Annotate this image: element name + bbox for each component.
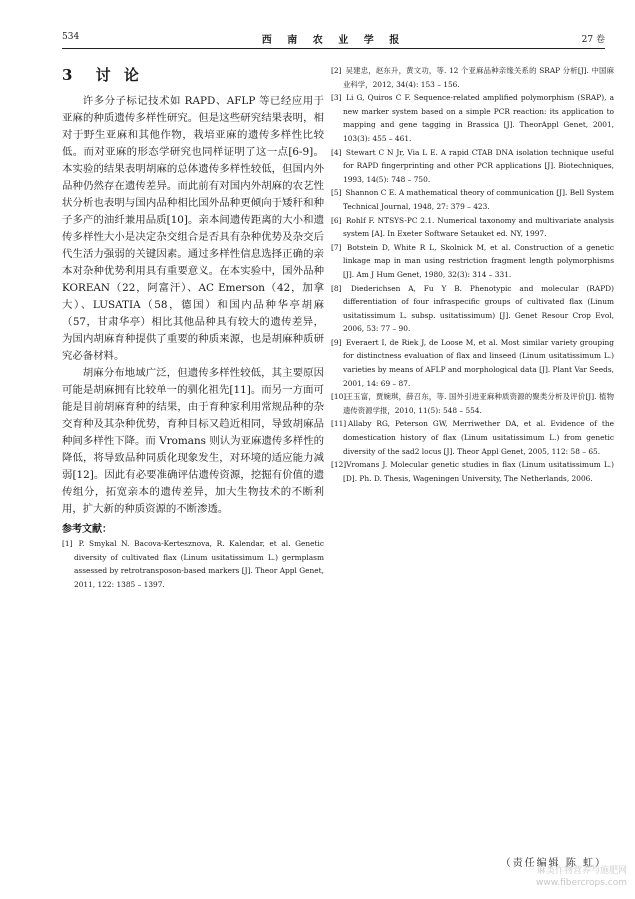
reference-item (331, 282, 614, 336)
reference-text: Shannon C E. A mathematical theory of communication [J]. Bell System Technical Journal, 1948, 27: 379 – 423. (343, 188, 614, 211)
reference-item (331, 390, 614, 417)
right-column (331, 64, 614, 485)
reference-number: [11] (331, 419, 347, 429)
watermark-url: www.fibercrops.com (536, 878, 627, 888)
left-column (62, 64, 324, 591)
reference-number: [5] (331, 188, 342, 198)
reference-item (62, 537, 324, 591)
reference-number: [1] (62, 539, 73, 548)
journal-title: 西 南 农 业 学 报 (261, 35, 406, 46)
reference-text: Li G, Quiros C F. Sequence-related amplified polymorphism (SRAP), a new marker system based on a simple PCR reaction: its application to mapping and gene tagging in Brassica [J]. TheorAppl Genet, 2001, 103(3): 455 – 461. (343, 93, 614, 143)
reference-number: [4] (331, 147, 342, 157)
reference-text: P. Smykal N. Bacova-Kertesznova, R. Kalendar, et al. Genetic diversity of cultivated flax (Linum usitatissimum L.) germplasm assessed by retrotransposon-based markers [J]. Theor Appl Genet, 2011, 122: 1385 – 1397. (74, 539, 324, 589)
reference-text: Allaby RG, Peterson GW, Merriwether DA, et al. Evidence of the domestication history of flax (Linum usitatissimum L.) from genetic diversity of the sad2 locus [J]. Theor Appl Genet, 2005, 112: 58 – 65. (343, 419, 614, 456)
watermark-site-name: 麻类作物营养与施肥网 (536, 866, 627, 876)
reference-text: 王玉富，贾婉琪，薛召东，等. 国外引进亚麻种质资源的聚类分析及评价[J]. 植物遗传资源学报，2010, 11(5): 548 – 554. (343, 392, 614, 415)
reference-item (331, 186, 614, 213)
reference-item (331, 214, 614, 241)
references-heading: 参考文献： (62, 524, 112, 535)
reference-number: [8] (331, 283, 342, 293)
discussion-paragraph-1: 许多分子标记技术如 RAPD、AFLP 等已经应用于亚麻的种质遗传多样性研究。但是这些研究结果表明，相对于野生亚麻和其他作物，栽培亚麻的遗传多样性比较低。而对亚麻的形态学研究也同样证明了这一点[6-9]。本实验的结果表明胡麻的总体遗传多样性较低，但国内外品种仍然存在遗传差异。而此前有对国内外胡麻的农艺性状分析也表明与国内品种相比国外品种更倾向于矮秆和种子多产的油纤兼用品质[10]。亲本间遗传距离的大小和遗传多样性大小是决定杂交组合是否具有杂种优势及杂交后代生活力强弱的关键因素。通过多样性信息选择正确的亲本对杂种优势利用具有重要意义。在本实验中，国外品种 KOREAN（22，阿富汗）、AC Emerson（42，加拿大）、LUSATIA（58，德国）和国内品种华亭胡麻（57，甘肃华亭）相比其他品种具有较大的遗传差异，为国内胡麻育种提供了重要的种质来源，也是胡麻种质研究必备材料。 (62, 95, 324, 362)
reference-item (331, 91, 614, 145)
reference-text: Rohlf F. NTSYS-PC 2.1. Numerical taxonomy and multivariate analysis system [A]. In Exeter Software Setauket ed. NY, 1997. (343, 215, 614, 239)
volume-label: 27 卷 (581, 35, 605, 45)
reference-text: Everaert I, de Riek J, de Loose M, et al. Most similar variety grouping for distinctness evaluation of flax and linseed (Linum usitatissimum L.) varieties by means of AFLP and morphological data [J]. Plant Var Seeds, 2001, 14: 69 – 87. (343, 337, 614, 388)
reference-number: [7] (331, 242, 342, 252)
reference-text: Vromans J. Molecular genetic studies in flax (Linum usitatissimum L.) [D]. Ph. D. Thesis, Wageningen University, The Netherlands, 2006. (343, 460, 614, 483)
reference-item (331, 458, 614, 485)
reference-text: 吴建忠，赵东升，黄文功，等. 12 个亚麻品种亲缘关系的 SRAP 分析[J]. 中国麻业科学，2012, 34(4): 153 – 156. (343, 66, 614, 89)
page-number: 534 (62, 32, 80, 42)
reference-item (331, 241, 614, 282)
reference-item (331, 336, 614, 390)
reference-number: [6] (331, 215, 342, 225)
section-number: 3 (62, 66, 77, 84)
discussion-paragraph-2: 胡麻分布地域广泛，但遗传多样性较低，其主要原因可能是胡麻拥有比较单一的驯化祖先[11]。而另一方面可能是目前胡麻育种的结果，由于育种家利用常规品种的杂交育种及其杂种优势，育种目标又趋近相同，导致胡麻品种间多样性下降。而 Vromans 则认为亚麻遗传多样性的降低，将导致品种同质化现象发生，对环境的适应能力减弱[12]。因此有必要准确评估遗传资源，挖掘有价值的遗传组分，拓宽亲本的遗传差异，加大生物技术的不断利用，扩大新的种质资源的不断渗透。 (62, 367, 324, 515)
section-heading (62, 64, 324, 85)
reference-item (331, 417, 614, 458)
reference-number: [10] (331, 392, 347, 402)
reference-text: Botstein D, White R L, Skolnick M, et al. Construction of a genetic linkage map in man using restriction fragment length polymorphisms [J]. Am J Hum Genet, 1980, 32(3): 314 – 331. (343, 242, 614, 279)
editor-credit: （责任编辑 陈 虹） (500, 858, 607, 869)
reference-text: Stewart C N Jr, Via L E. A rapid CTAB DNA isolation technique useful for RAPD fingerprinting and other PCR applications [J]. Biotechniques, 1993, 14(5): 748 – 750. (343, 147, 614, 184)
watermark (536, 865, 627, 889)
section-title: 讨 论 (95, 66, 143, 84)
reference-number: [3] (331, 93, 342, 103)
reference-item (331, 64, 614, 91)
running-header (62, 26, 605, 49)
reference-number: [9] (331, 337, 342, 347)
reference-item (331, 146, 614, 187)
reference-number: [2] (331, 66, 342, 75)
reference-text: Diederichsen A, Fu Y B. Phenotypic and molecular (RAPD) differentiation of four infraspecific groups of cultivated flax (Linum usitatissimum L. subsp. usitatissimum) [J]. Genet Resour Crop Evol, 2006, 53: 77 – 90. (343, 283, 614, 334)
reference-number: [12] (331, 460, 347, 470)
